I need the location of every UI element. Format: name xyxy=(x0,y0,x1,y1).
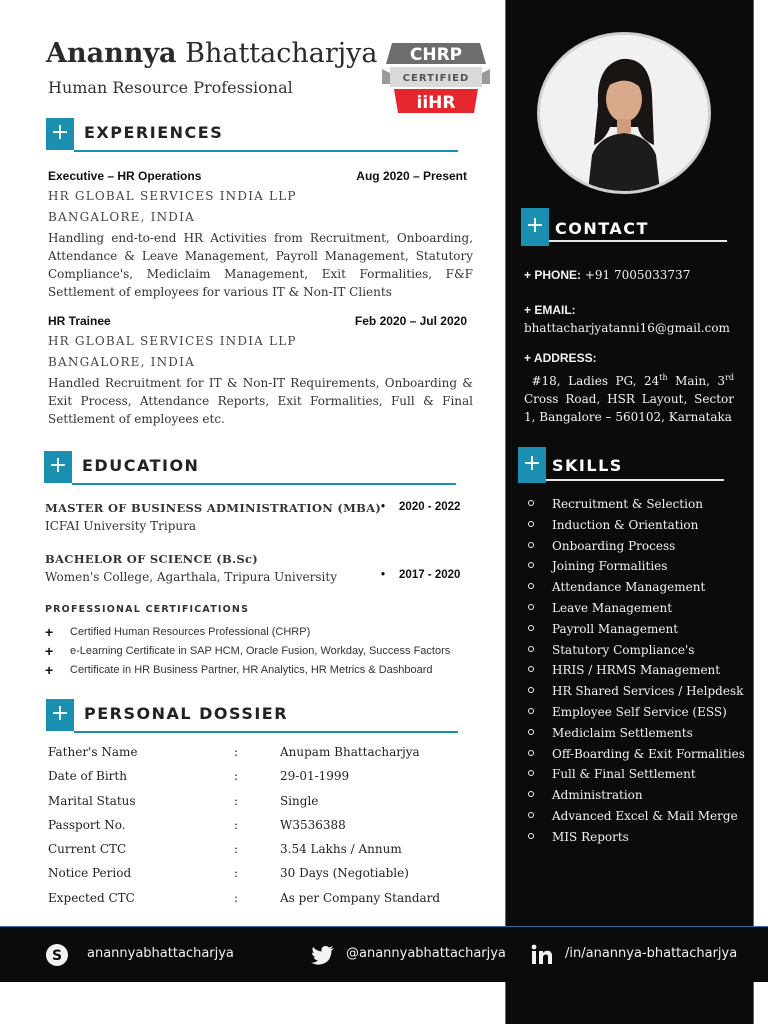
job-dates: Aug 2020 – Present xyxy=(356,169,467,183)
degree-name: MASTER OF BUSINESS ADMINISTRATION (MBA) xyxy=(45,501,382,515)
profile-photo xyxy=(537,32,711,194)
section-experiences xyxy=(46,118,458,152)
bullet-icon xyxy=(528,729,534,735)
bullet-icon xyxy=(528,750,534,756)
plus-icon: + xyxy=(45,643,54,659)
section-divider xyxy=(74,731,458,733)
list-item: + e-Learning Certificate in SAP HCM, Oracle Fusion, Workday, Success Factors xyxy=(45,643,451,659)
svg-text:iiHR: iiHR xyxy=(416,93,456,113)
section-education xyxy=(44,451,456,485)
list-item: Administration xyxy=(528,788,745,809)
bullet-icon xyxy=(528,666,534,672)
job-location: BANGALORE, INDIA xyxy=(48,355,195,369)
job-description: Handling end-to-end HR Activities from Recruitment, Onboarding, Attendance & Leave Management, Payroll Management, Statutory Compliance's, Mediclaim Management, Exit Formalities, F&F Settlement of employees for various IT & Non-IT Clients xyxy=(48,231,473,299)
phone-value[interactable]: +91 7005033737 xyxy=(584,268,691,282)
linkedin-handle: /in/anannya-bhattacharjya xyxy=(565,946,738,961)
bullet-icon xyxy=(528,521,534,527)
section-divider xyxy=(546,479,724,481)
job-description: Handled Recruitment for IT & Non-IT Requirements, Onboarding & Exit Process, Attendance Reports, Exit Formalities, Full & Final Settlement of employees etc. xyxy=(48,376,473,426)
section-contact xyxy=(521,208,727,242)
bullet-icon xyxy=(528,833,534,839)
email-value[interactable]: bhattacharjyatanni16@gmail.com xyxy=(524,321,730,335)
list-item: + Certificate in HR Business Partner, HR Analytics, HR Metrics & Dashboard xyxy=(45,662,433,678)
certifications-list xyxy=(45,625,450,682)
list-item: Payroll Management xyxy=(528,622,745,643)
list-item: Joining Formalities xyxy=(528,559,745,580)
bullet-icon xyxy=(528,625,534,631)
section-title: EXPERIENCES xyxy=(84,123,224,142)
list-item: Off-Boarding & Exit Formalities xyxy=(528,747,745,768)
bullet-icon xyxy=(528,812,534,818)
skype-icon xyxy=(44,943,70,967)
plus-icon: + xyxy=(45,662,54,678)
list-item: Mediclaim Settlements xyxy=(528,726,745,747)
twitter-handle: @anannyabhattacharjya xyxy=(346,946,506,961)
job-location: BANGALORE, INDIA xyxy=(48,210,195,224)
list-item: + Certified Human Resources Professional (CHRP) xyxy=(45,624,311,640)
list-item: Statutory Compliance's xyxy=(528,643,745,664)
address-label: + ADDRESS: xyxy=(524,351,597,365)
bullet-icon xyxy=(528,604,534,610)
plus-icon: + xyxy=(44,451,72,483)
bullet-icon xyxy=(528,583,534,589)
last-name: Bhattacharjya xyxy=(185,38,378,69)
skills-list xyxy=(528,497,745,851)
education-item xyxy=(45,501,470,533)
list-item: Induction & Orientation xyxy=(528,518,745,539)
section-divider xyxy=(549,240,727,242)
svg-text:S: S xyxy=(51,948,63,964)
bullet-icon xyxy=(528,708,534,714)
bullet-icon xyxy=(528,770,534,776)
job-role: HR Trainee xyxy=(48,314,111,328)
job-dates: Feb 2020 – Jul 2020 xyxy=(354,314,467,328)
skype-handle: anannyabhattacharjya xyxy=(87,946,234,961)
plus-icon: + xyxy=(45,624,54,640)
list-item: Recruitment & Selection xyxy=(528,497,745,518)
section-title: PERSONAL DOSSIER xyxy=(84,704,289,723)
list-item: Employee Self Service (ESS) xyxy=(528,705,745,726)
section-personal-dossier xyxy=(46,699,458,733)
list-item: MIS Reports xyxy=(528,830,745,851)
contact-email xyxy=(524,301,734,337)
bullet-icon xyxy=(528,791,534,797)
contact-phone xyxy=(524,266,734,284)
experience-item xyxy=(48,314,473,428)
section-skills xyxy=(518,447,724,481)
job-role: Executive – HR Operations xyxy=(48,169,202,183)
bullet-icon xyxy=(528,500,534,506)
svg-text:CHRP: CHRP xyxy=(409,45,463,65)
email-label: + EMAIL: xyxy=(524,303,576,317)
list-item: Full & Final Settlement xyxy=(528,767,745,788)
job-company: HR GLOBAL SERVICES INDIA LLP xyxy=(48,334,297,348)
school-name: ICFAI University Tripura xyxy=(45,519,197,533)
section-title: SKILLS xyxy=(552,456,623,475)
candidate-name xyxy=(46,38,378,69)
education-years: • 2020 - 2022 xyxy=(381,501,461,513)
section-title: EDUCATION xyxy=(82,456,200,475)
plus-icon: + xyxy=(521,208,549,246)
job-title: Human Resource Professional xyxy=(48,78,293,97)
plus-icon: + xyxy=(46,118,74,150)
list-item: HR Shared Services / Helpdesk xyxy=(528,684,745,705)
certifications-heading: PROFESSIONAL CERTIFICATIONS xyxy=(45,604,250,615)
degree-name: BACHELOR OF SCIENCE (B.Sc) xyxy=(45,552,259,566)
list-item: Advanced Excel & Mail Merge xyxy=(528,809,745,830)
section-divider xyxy=(72,483,456,485)
social-footer xyxy=(0,926,768,982)
list-item: Onboarding Process xyxy=(528,539,745,560)
bullet-icon xyxy=(528,687,534,693)
first-name: Anannya xyxy=(46,38,177,69)
linkedin-icon xyxy=(530,943,556,967)
plus-icon: + xyxy=(518,447,546,483)
person-icon xyxy=(540,35,708,191)
education-years: • 2017 - 2020 xyxy=(381,569,461,581)
school-name: Women's College, Agarthala, Tripura University xyxy=(45,570,337,584)
twitter-icon xyxy=(310,943,336,967)
section-title: CONTACT xyxy=(555,219,649,238)
address-value: #18, Ladies PG, 24th Main, 3rd Cross Road, HSR Layout, Sector 1, Bangalore – 560102, Karnataka xyxy=(524,373,734,424)
chrp-certified-badge-logo xyxy=(382,40,490,115)
plus-icon: + xyxy=(46,699,74,731)
education-item xyxy=(45,552,470,584)
list-item: HRIS / HRMS Management xyxy=(528,663,745,684)
bullet-icon xyxy=(528,542,534,548)
bullet-icon xyxy=(528,646,534,652)
section-divider xyxy=(74,150,458,152)
experience-item xyxy=(48,169,473,301)
phone-label: + PHONE: xyxy=(524,268,582,282)
job-company: HR GLOBAL SERVICES INDIA LLP xyxy=(48,189,297,203)
bullet-icon xyxy=(528,562,534,568)
list-item: Attendance Management xyxy=(528,580,745,601)
svg-text:CERTIFIED: CERTIFIED xyxy=(402,73,470,84)
contact-address xyxy=(524,349,734,426)
list-item: Leave Management xyxy=(528,601,745,622)
